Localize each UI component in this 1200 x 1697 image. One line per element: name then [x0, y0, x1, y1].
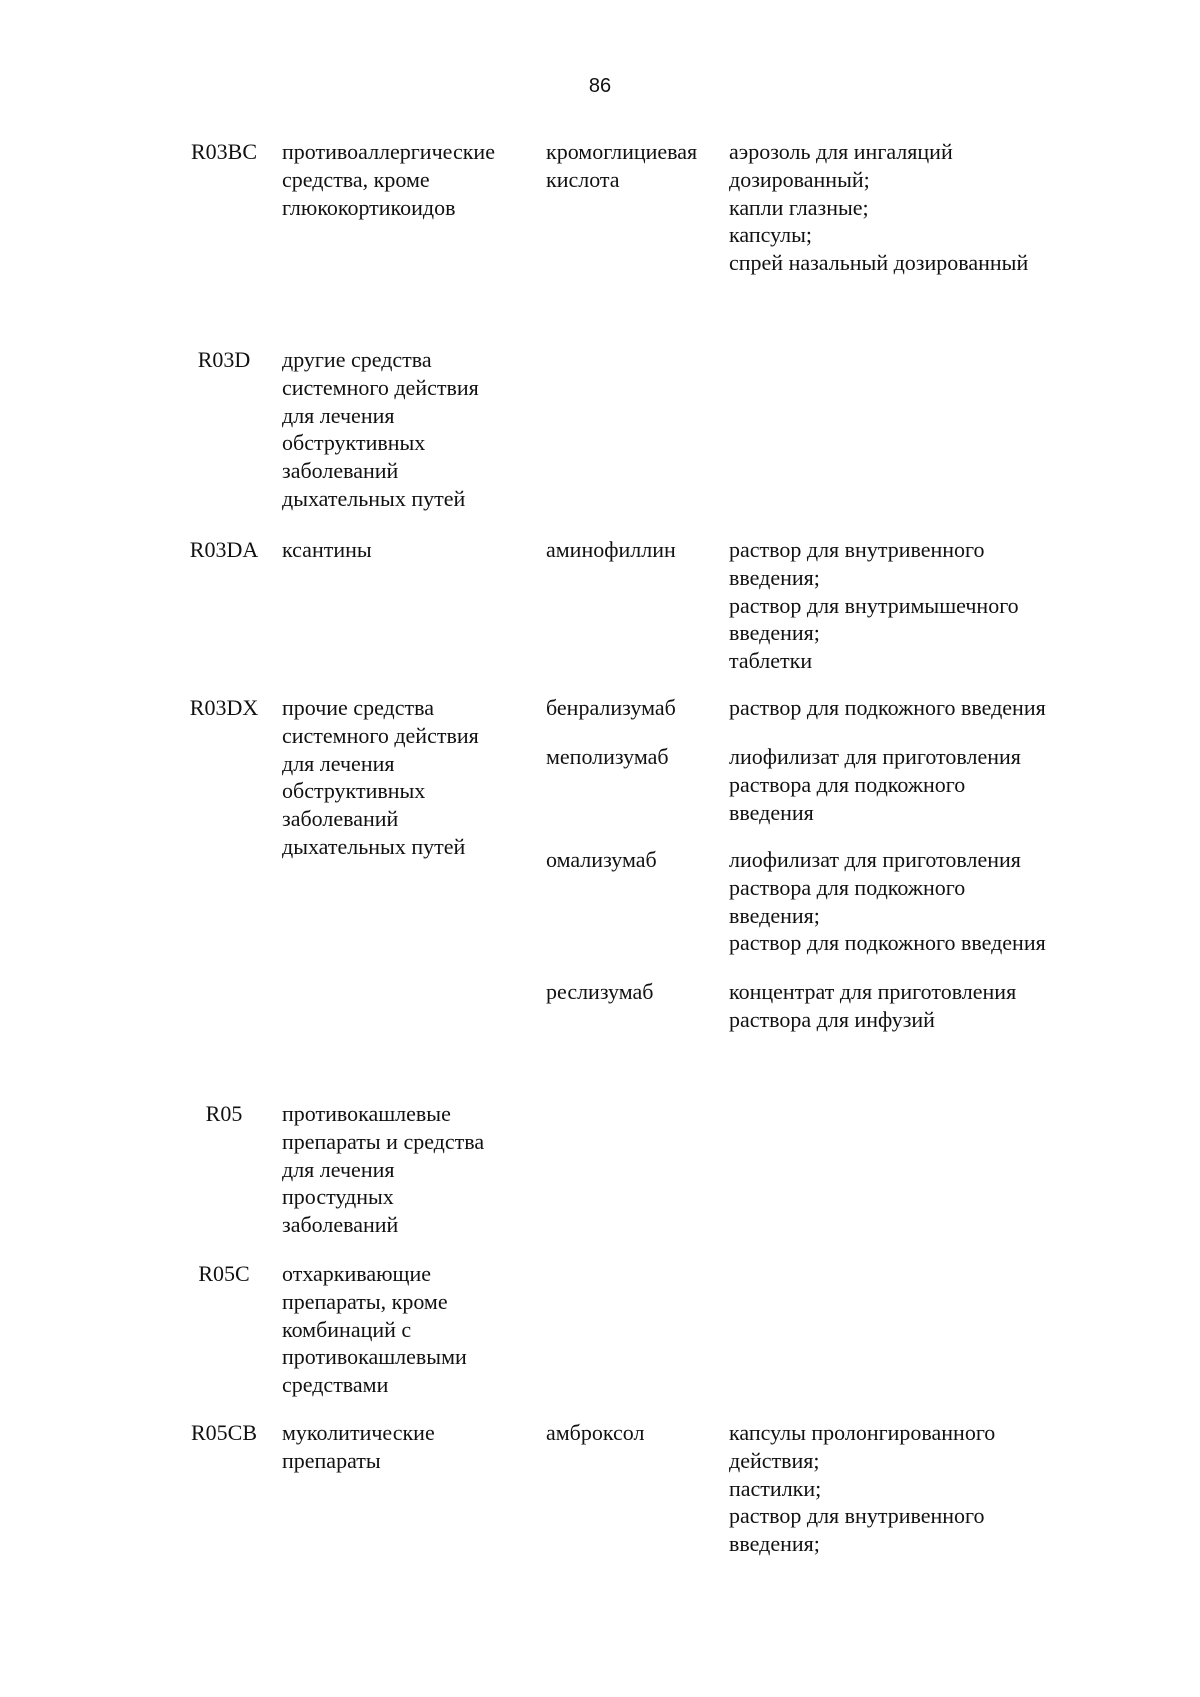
group-line: для лечения [282, 750, 395, 776]
group-line: обструктивных [282, 430, 426, 456]
group-line: муколитические [282, 1420, 435, 1445]
group-line: ксантины [282, 537, 372, 562]
dosage-form-line: раствор для внутримышечного [729, 592, 1019, 618]
dosage-form-line: таблетки [729, 648, 813, 674]
dosage-form-line: спрей назальный дозированный [729, 250, 1029, 276]
group-line: заболеваний [282, 806, 399, 832]
dosage-form-line: введения; [729, 902, 820, 928]
dosage-form-line: капсулы; [729, 222, 812, 248]
group-line: другие средства [282, 347, 432, 372]
drug-name-line: кромоглициевая [546, 139, 698, 164]
group-line: препараты и средства [282, 1128, 485, 1154]
dosage-form-line: действия; [729, 1447, 820, 1473]
dosage-form-line: капсулы пролонгированного [729, 1420, 996, 1445]
page-number: 86 [588, 75, 612, 97]
drug-name-line: меполизумаб [546, 744, 669, 769]
group-line: обструктивных [282, 778, 426, 804]
group-line: дыхательных путей [282, 833, 466, 859]
group-line: глюкокортикоидов [282, 194, 456, 220]
drug-name-line: аминофиллин [546, 537, 676, 562]
pharmacological-group [282, 346, 532, 513]
group-line: препараты [282, 1447, 381, 1473]
dosage-forms [729, 846, 1109, 957]
dosage-form-line: раствор для подкожного введения [729, 695, 1046, 720]
pharmacological-group [282, 694, 532, 861]
atc-code: R03D [197, 347, 251, 372]
group-line: для лечения [282, 1156, 395, 1182]
atc-code: R03DX [189, 695, 259, 720]
dosage-form-line: раствора для подкожного [729, 874, 966, 900]
dosage-form-line: введения; [729, 620, 820, 646]
group-line: препараты, кроме [282, 1288, 448, 1314]
drug-name [546, 1419, 726, 1447]
group-line: противокашлевыми [282, 1344, 467, 1370]
group-line: системного действия [282, 374, 479, 400]
dosage-form-line: лиофилизат для приготовления [729, 847, 1021, 872]
group-line: заболеваний [282, 458, 399, 484]
atc-code: R05CB [190, 1420, 258, 1445]
pharmacological-group [282, 1260, 532, 1399]
dosage-forms [729, 536, 1109, 675]
dosage-form-line: раствор для внутривенного [729, 1503, 985, 1529]
dosage-form-line: пастилки; [729, 1475, 822, 1501]
drug-name [546, 536, 726, 564]
dosage-form-line: дозированный; [729, 166, 870, 192]
group-line: противоаллергические [282, 139, 495, 164]
dosage-form-line: раствор для подкожного введения [729, 930, 1046, 956]
dosage-forms [729, 743, 1109, 826]
dosage-form-line: раствора для подкожного [729, 771, 966, 797]
drug-name-line: реслизумаб [546, 979, 654, 1004]
atc-code: R03DA [189, 537, 259, 562]
dosage-form-line: введения; [729, 1531, 820, 1557]
pharmacological-group [282, 138, 532, 221]
group-line: системного действия [282, 722, 479, 748]
group-line: для лечения [282, 402, 395, 428]
dosage-form-line: раствора для инфузий [729, 1006, 935, 1032]
dosage-forms [729, 978, 1109, 1034]
dosage-forms [729, 138, 1109, 277]
dosage-form-line: введения [729, 799, 814, 825]
group-line: комбинаций с [282, 1316, 412, 1342]
dosage-form-line: введения; [729, 564, 820, 590]
drug-name [546, 846, 726, 874]
group-line: отхаркивающие [282, 1261, 432, 1286]
dosage-form-line: концентрат для приготовления [729, 979, 1017, 1004]
group-line: противокашлевые [282, 1101, 451, 1126]
pharmacological-group [282, 536, 532, 564]
group-line: средства, кроме [282, 166, 430, 192]
pharmacological-group [282, 1100, 532, 1239]
dosage-forms [729, 1419, 1109, 1558]
dosage-form-line: раствор для внутривенного [729, 537, 985, 562]
drug-name [546, 138, 726, 194]
drug-name-line: амброксол [546, 1420, 645, 1445]
pharmacological-group [282, 1419, 532, 1475]
group-line: простудных [282, 1184, 394, 1210]
drug-name [546, 978, 726, 1006]
group-line: дыхательных путей [282, 485, 466, 511]
group-line: прочие средства [282, 695, 434, 720]
atc-code: R05C [198, 1261, 250, 1286]
drug-name [546, 694, 726, 722]
group-line: средствами [282, 1372, 389, 1398]
dosage-form-line: аэрозоль для ингаляций [729, 139, 953, 164]
drug-name-line: бенрализумаб [546, 695, 676, 720]
atc-code: R05 [205, 1101, 243, 1126]
drug-name-line: омализумаб [546, 847, 657, 872]
dosage-form-line: лиофилизат для приготовления [729, 744, 1021, 769]
drug-name [546, 743, 726, 771]
atc-code: R03BC [190, 139, 258, 164]
group-line: заболеваний [282, 1212, 399, 1238]
dosage-forms [729, 694, 1109, 722]
drug-name-line: кислота [546, 166, 620, 192]
dosage-form-line: капли глазные; [729, 194, 869, 220]
